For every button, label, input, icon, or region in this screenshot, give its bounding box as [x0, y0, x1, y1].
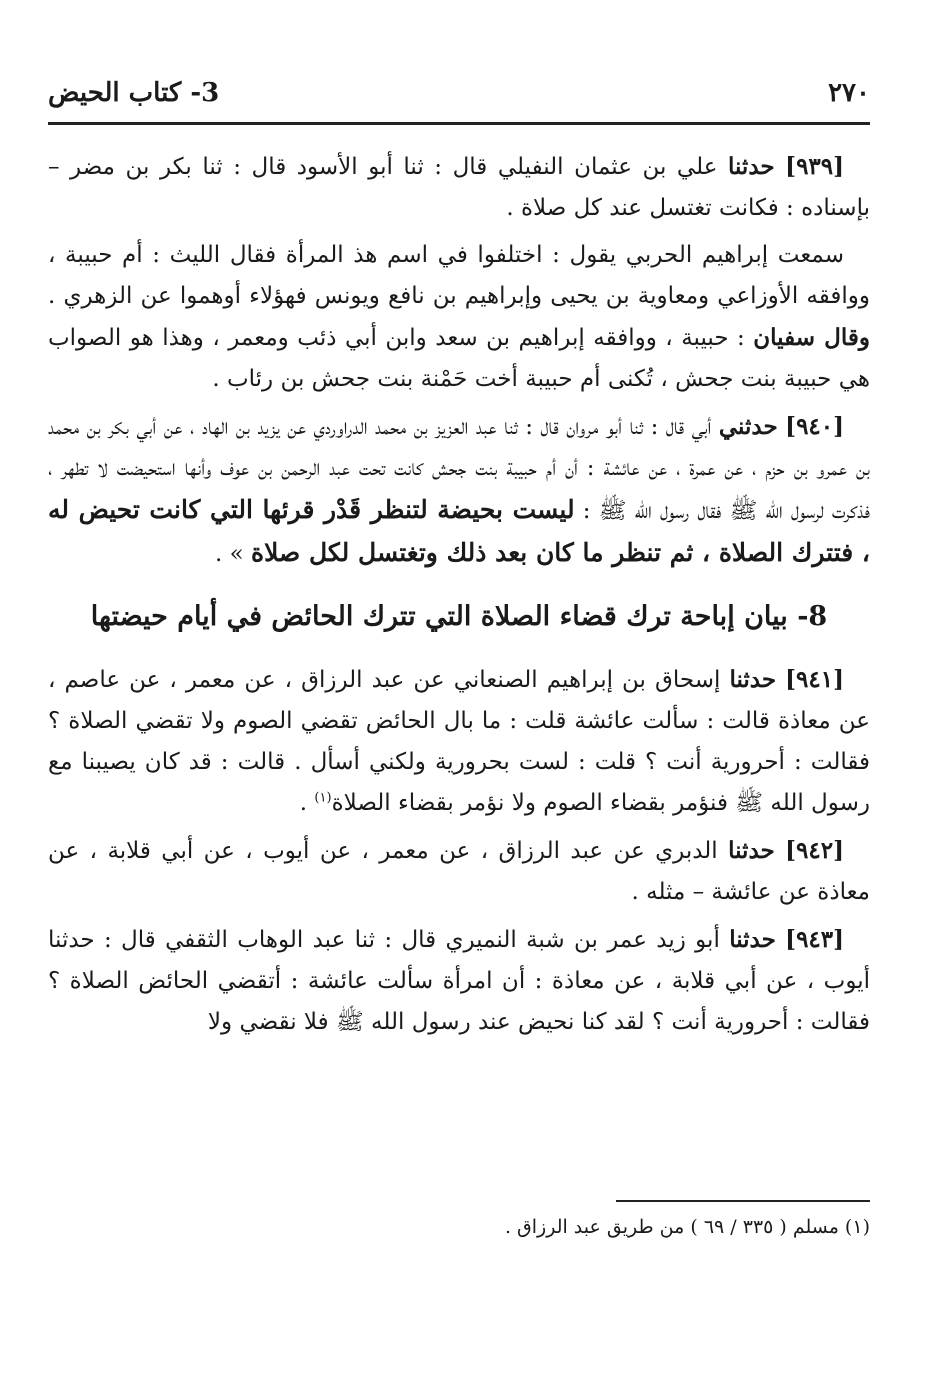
- hadith-942: [48, 830, 870, 913]
- page-body: [48, 146, 870, 1049]
- hadith-lead: حدثنا: [727, 153, 775, 180]
- chapter-title: 3- كتاب الحيض: [48, 78, 220, 108]
- hadith-text: أبي قال : ثنا أبو مروان قال : ثنا عبد العزيز بن محمد الدراوردي عن يزيد بن الهاد ، عن أبي بكر بن محمد بن عمرو بن حزم ، عن عمرة ، عن عائشة : أن أم حبيبة بنت جحش كانت تحت عبد الرحمن بن عوف وأنها استحيضت لا تطهر ، فذكرت لرسول الله ﷺ فقال رسول الله ﷺ :: [48, 414, 871, 524]
- footnote: (١) مسلم ( ٣٣٥ / ٦٩ ) من طريق عبد الرزاق .: [504, 1216, 870, 1238]
- hadith-number: [٩٤٢]: [785, 837, 844, 864]
- hadith-end: .: [299, 790, 315, 816]
- commentary-text-2: : حبيبة ، ووافقه إبراهيم بن سعد وابن أبي ذئب ومعمر ، وهذا هو الصواب هي حبيبة بنت جحش ، تُكنى أم حبيبة أخت حَمْنة بنت جحش بن رئاب .: [48, 325, 870, 392]
- hadith-941: [48, 659, 870, 824]
- hadith-lead: حدثنا: [728, 837, 775, 864]
- page-number: ٢٧٠: [828, 78, 870, 108]
- commentary-text: سمعت إبراهيم الحربي يقول : اختلفوا في اسم هذ المرأة فقال الليث : أم حبيبة ، ووافقه الأوزاعي ومعاوية بن يحيى وإبراهيم بن نافع ويونس فهؤلاء أوهموا عن الزهري .: [48, 242, 870, 309]
- hadith-lead: حدثنا: [729, 926, 776, 953]
- hadith-number: [٩٤٣]: [785, 926, 845, 953]
- hadith-number: [٩٣٩]: [785, 153, 845, 180]
- hadith-lead: حدثني: [718, 413, 778, 440]
- hadith-939: [48, 146, 870, 229]
- header-rule: [48, 122, 870, 125]
- hadith-940: [48, 406, 870, 575]
- hadith-text: علي بن عثمان النفيلي قال : ثنا أبو الأسود قال : ثنا بكر بن مضر – بإسناده : فكانت تغتسل عند كل صلاة .: [48, 154, 870, 221]
- closing-quote: » .: [214, 541, 244, 567]
- section-title: 8- بيان إباحة ترك قضاء الصلاة التي تترك الحائض في أيام حيضتها: [90, 601, 828, 632]
- hadith-lead: حدثنا: [729, 666, 777, 693]
- commentary-paragraph: [48, 235, 870, 400]
- hadith-text: أبو زيد عمر بن شبة النميري قال : ثنا عبد الوهاب الثقفي قال : حدثنا أيوب ، عن أبي قلابة ، عن معاذة : أن امرأة سألت عائشة : أتقضي الحائض الصلاة ؟ فقالت : أحرورية أنت ؟ لقد كنا نحيض عند رسول الله ﷺ فلا نقضي ولا: [48, 927, 870, 1035]
- hadith-number: [٩٤٠]: [785, 413, 845, 440]
- footnote-marker: (١): [314, 790, 332, 806]
- prophetic-saying: ليست بحيضة لتنظر قَدْر قرئها التي كانت تحيض له ، فتترك الصلاة ، ثم تنظر ما كان بعد ذلك وتغتسل لكل صلاة: [48, 495, 870, 567]
- hadith-text: الدبري عن عبد الرزاق ، عن معمر ، عن أيوب ، عن أبي قلابة ، عن معاذة عن عائشة – مثله .: [48, 838, 870, 905]
- commentary-lead: وقال سفيان: [753, 324, 870, 351]
- hadith-number: [٩٤١]: [785, 666, 844, 693]
- page-header: [48, 78, 870, 112]
- hadith-943: [48, 919, 870, 1043]
- footnote-rule: [616, 1200, 870, 1202]
- hadith-text: إسحاق بن إبراهيم الصنعاني عن عبد الرزاق ، عن معمر ، عن عاصم ، عن معاذة قالت : سألت عائشة قلت : ما بال الحائض تقضي الصوم ولا تقضي الصلاة ؟ فقالت : أحرورية أنت ؟ قلت : لست بحرورية ولكني أسأل . قالت : قد كان يصيبنا مع رسول الله ﷺ فنؤمر بقضاء الصوم ولا نؤمر بقضاء الصلاة: [48, 667, 870, 816]
